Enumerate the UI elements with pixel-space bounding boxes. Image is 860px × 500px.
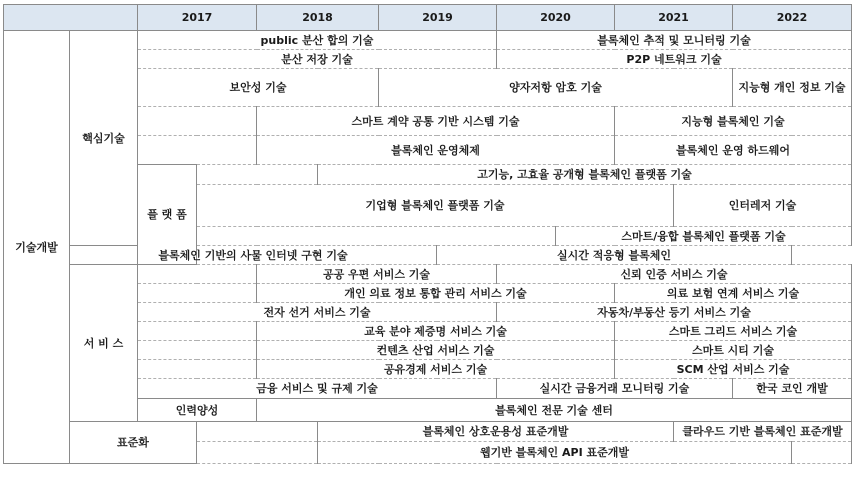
roadmap-item: 웹기반 블록체인 API 표준개발 xyxy=(318,442,792,464)
roadmap-item: 자동차/부동산 등기 서비스 기술 xyxy=(497,303,852,322)
roadmap-item: 스마트/융합 블록체인 플랫폼 기술 xyxy=(556,227,852,246)
roadmap-empty xyxy=(792,442,852,464)
roadmap-item: 지능형 개인 정보 기술 xyxy=(733,69,852,107)
category-platform: 플 랫 폼 xyxy=(138,165,197,265)
category-tech-dev: 기술개발 xyxy=(4,31,70,464)
roadmap-item: 분산 저장 기술 xyxy=(138,50,497,69)
roadmap-empty xyxy=(197,422,318,442)
roadmap-item: 의료 보험 연계 서비스 기술 xyxy=(615,284,852,303)
roadmap-empty xyxy=(138,322,257,341)
header-row xyxy=(4,5,852,31)
year-header: 2018 xyxy=(257,5,379,31)
roadmap-item: 블록체인 운영체제 xyxy=(257,136,615,165)
roadmap-item: 컨텐츠 산업 서비스 기술 xyxy=(257,341,615,360)
roadmap-item: 개인 의료 정보 통합 관리 서비스 기술 xyxy=(257,284,615,303)
roadmap-item: 공유경제 서비스 기술 xyxy=(257,360,615,379)
roadmap-item: 지능형 블록체인 기술 xyxy=(615,107,852,136)
roadmap-item: 블록체인 기반의 사물 인터넷 구현 기술 xyxy=(70,246,437,265)
roadmap-empty xyxy=(138,136,257,165)
roadmap-empty xyxy=(197,227,556,246)
roadmap-item: 스마트 시티 기술 xyxy=(615,341,852,360)
roadmap-empty xyxy=(138,284,257,303)
category-std: 표준화 xyxy=(70,422,197,464)
roadmap-item: 고기능, 고효율 공개형 블록체인 플랫폼 기술 xyxy=(318,165,852,185)
roadmap-item: 블록체인 운영 하드웨어 xyxy=(615,136,852,165)
roadmap-empty xyxy=(138,107,257,136)
year-header: 2021 xyxy=(615,5,733,31)
roadmap-item: P2P 네트워크 기술 xyxy=(497,50,852,69)
roadmap-item: 교육 분야 제증명 서비스 기술 xyxy=(257,322,615,341)
roadmap-empty xyxy=(138,341,257,360)
year-header: 2019 xyxy=(379,5,497,31)
roadmap-empty xyxy=(138,360,257,379)
roadmap-item: 실시간 적응형 블록체인 xyxy=(437,246,792,265)
category-hr: 인력양성 xyxy=(138,399,257,422)
roadmap-item: 블록체인 상호운용성 표준개발 xyxy=(318,422,674,442)
roadmap-item: 스마트 계약 공통 기반 시스템 기술 xyxy=(257,107,615,136)
roadmap-item: 한국 코인 개발 xyxy=(733,379,852,399)
category-service: 서 비 스 xyxy=(70,265,138,422)
roadmap-item: 보안성 기술 xyxy=(138,69,379,107)
roadmap-item: 전자 선거 서비스 기술 xyxy=(138,303,497,322)
roadmap-item: 기업형 블록체인 플랫폼 기술 xyxy=(197,185,674,227)
roadmap-table xyxy=(3,4,852,464)
roadmap-item: 인터레저 기술 xyxy=(674,185,852,227)
roadmap-item: 블록체인 추적 및 모니터링 기술 xyxy=(497,31,852,50)
header-corner xyxy=(4,5,138,31)
category-core: 핵심기술 xyxy=(70,31,138,246)
roadmap-item: public 분산 합의 기술 xyxy=(138,31,497,50)
year-header: 2020 xyxy=(497,5,615,31)
year-header: 2022 xyxy=(733,5,852,31)
roadmap-item: 스마트 그리드 서비스 기술 xyxy=(615,322,852,341)
roadmap-item: 금융 서비스 및 규제 기술 xyxy=(138,379,497,399)
roadmap-empty xyxy=(138,265,257,284)
roadmap-empty xyxy=(197,165,318,185)
year-header: 2017 xyxy=(138,5,257,31)
roadmap-item: 양자저항 암호 기술 xyxy=(379,69,733,107)
roadmap-item: 공공 우편 서비스 기술 xyxy=(257,265,497,284)
roadmap-item: 클라우드 기반 블록체인 표준개발 xyxy=(674,422,852,442)
roadmap-item: 실시간 금융거래 모니터링 기술 xyxy=(497,379,733,399)
roadmap-item: 블록체인 전문 기술 센터 xyxy=(257,399,852,422)
roadmap-item: 신뢰 인증 서비스 기술 xyxy=(497,265,852,284)
roadmap-empty xyxy=(197,442,318,464)
roadmap-item: SCM 산업 서비스 기술 xyxy=(615,360,852,379)
